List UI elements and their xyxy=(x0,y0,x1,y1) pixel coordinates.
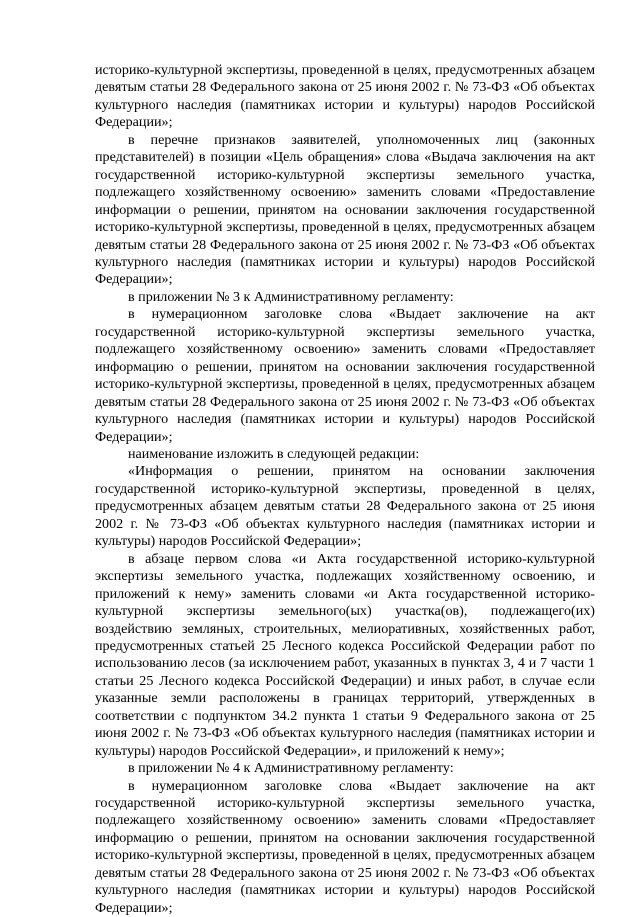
paragraph-appendix-4-numbering-header: в нумерационном заголовке слова «Выдает заключение на акт государственной историко-культурной экспертизы земельного участка, подлежащего хозяйственному освоению» заменить словами «Предоставляет информацию о решении, принятом на основании заключения государственной историко-культурной экспертизы, проведенной в целях, предусмотренных абзацем девятым статьи 28 Федерального закона от 25 июня 2002 г. № 73-ФЗ «Об объектах культурного наследия (памятниках истории и культуры) народов Российской Федерации»; xyxy=(95,777,595,916)
paragraph-title-statement: наименование изложить в следующей редакции: xyxy=(128,445,420,462)
paragraph-continuation: историко-культурной экспертизы, проведенной в целях, предусмотренных абзацем девятым статьи 28 Федерального закона от 25 июня 2002 г. № 73-ФЗ «Об объектах культурного наследия (памятниках истории и культуры) народов Российской Федерации»; xyxy=(95,62,595,131)
paragraph-first-paragraph-change: в абзаце первом слова «и Акта государственной историко-культурной экспертизы земельного участка, подлежащих хозяйственному освоению, и приложений к нему» заменить словами «и Акта государственной историко-культурной экспертизы земельного(ых) участка(ов), подлежащего(их) воздействию земляных, строительных, мелиоративных, хозяйственных работ, предусмотренных статьей 25 Лесного кодекса Российской Федерации работ по использованию лесов (за исключением работ, указанных в пунктах 3, 4 и 7 части 1 статьи 25 Лесного кодекса Российской Федерации) и иных работ, в случае если указанные земли расположены в границах территорий, утвержденных в соответствии с подпунктом 34.2 пункта 1 статьи 9 Федерального закона от 25 июня 2002 г. № 73-ФЗ «Об объектах культурного наследия (памятниках истории и культуры) народов Российской Федерации», и приложений к нему»; xyxy=(95,550,595,759)
document-page xyxy=(95,62,595,917)
paragraph-appendix-3-numbering-header: в нумерационном заголовке слова «Выдает заключение на акт государственной историко-культурной экспертизы земельного участка, подлежащего хозяйственному освоению» заменить словами «Предоставляет информацию о решении, принятом на основании заключения государственной историко-культурной экспертизы, проведенной в целях, предусмотренных абзацем девятым статьи 28 Федерального закона от 25 июня 2002 г. № 73-ФЗ «Об объектах культурного наследия (памятниках истории и культуры) народов Российской Федерации»; xyxy=(95,306,595,445)
paragraph-appendix-4-heading: в приложении № 4 к Административному регламенту: xyxy=(128,760,454,777)
paragraph-appendix-3-heading: в приложении № 3 к Административному регламенту: xyxy=(128,288,454,305)
paragraph-applicant-attributes: в перечне признаков заявителей, уполномоченных лиц (законных представителей) в позиции «Цель обращения» слова «Выдача заключения на акт государственной историко-культурной экспертизы земельного участка, подлежащего хозяйственному освоению» заменить словами «Предоставление информации о решении, принятом на основании заключения государственной историко-культурной экспертизы, проведенной в целях, предусмотренных абзацем девятым статьи 28 Федерального закона от 25 июня 2002 г. № 73-ФЗ «Об объектах культурного наследия (памятниках истории и культуры) народов Российской Федерации»; xyxy=(95,131,595,288)
paragraph-new-title: «Информация о решении, принятом на основании заключения государственной историко-культурной экспертизы, проведенной в целях, предусмотренных абзацем девятым статьи 28 Федерального закона от 25 июня 2002 г. № 73-ФЗ «Об объектах культурного наследия (памятниках истории и культуры) народов Российской Федерации»; xyxy=(95,463,595,550)
